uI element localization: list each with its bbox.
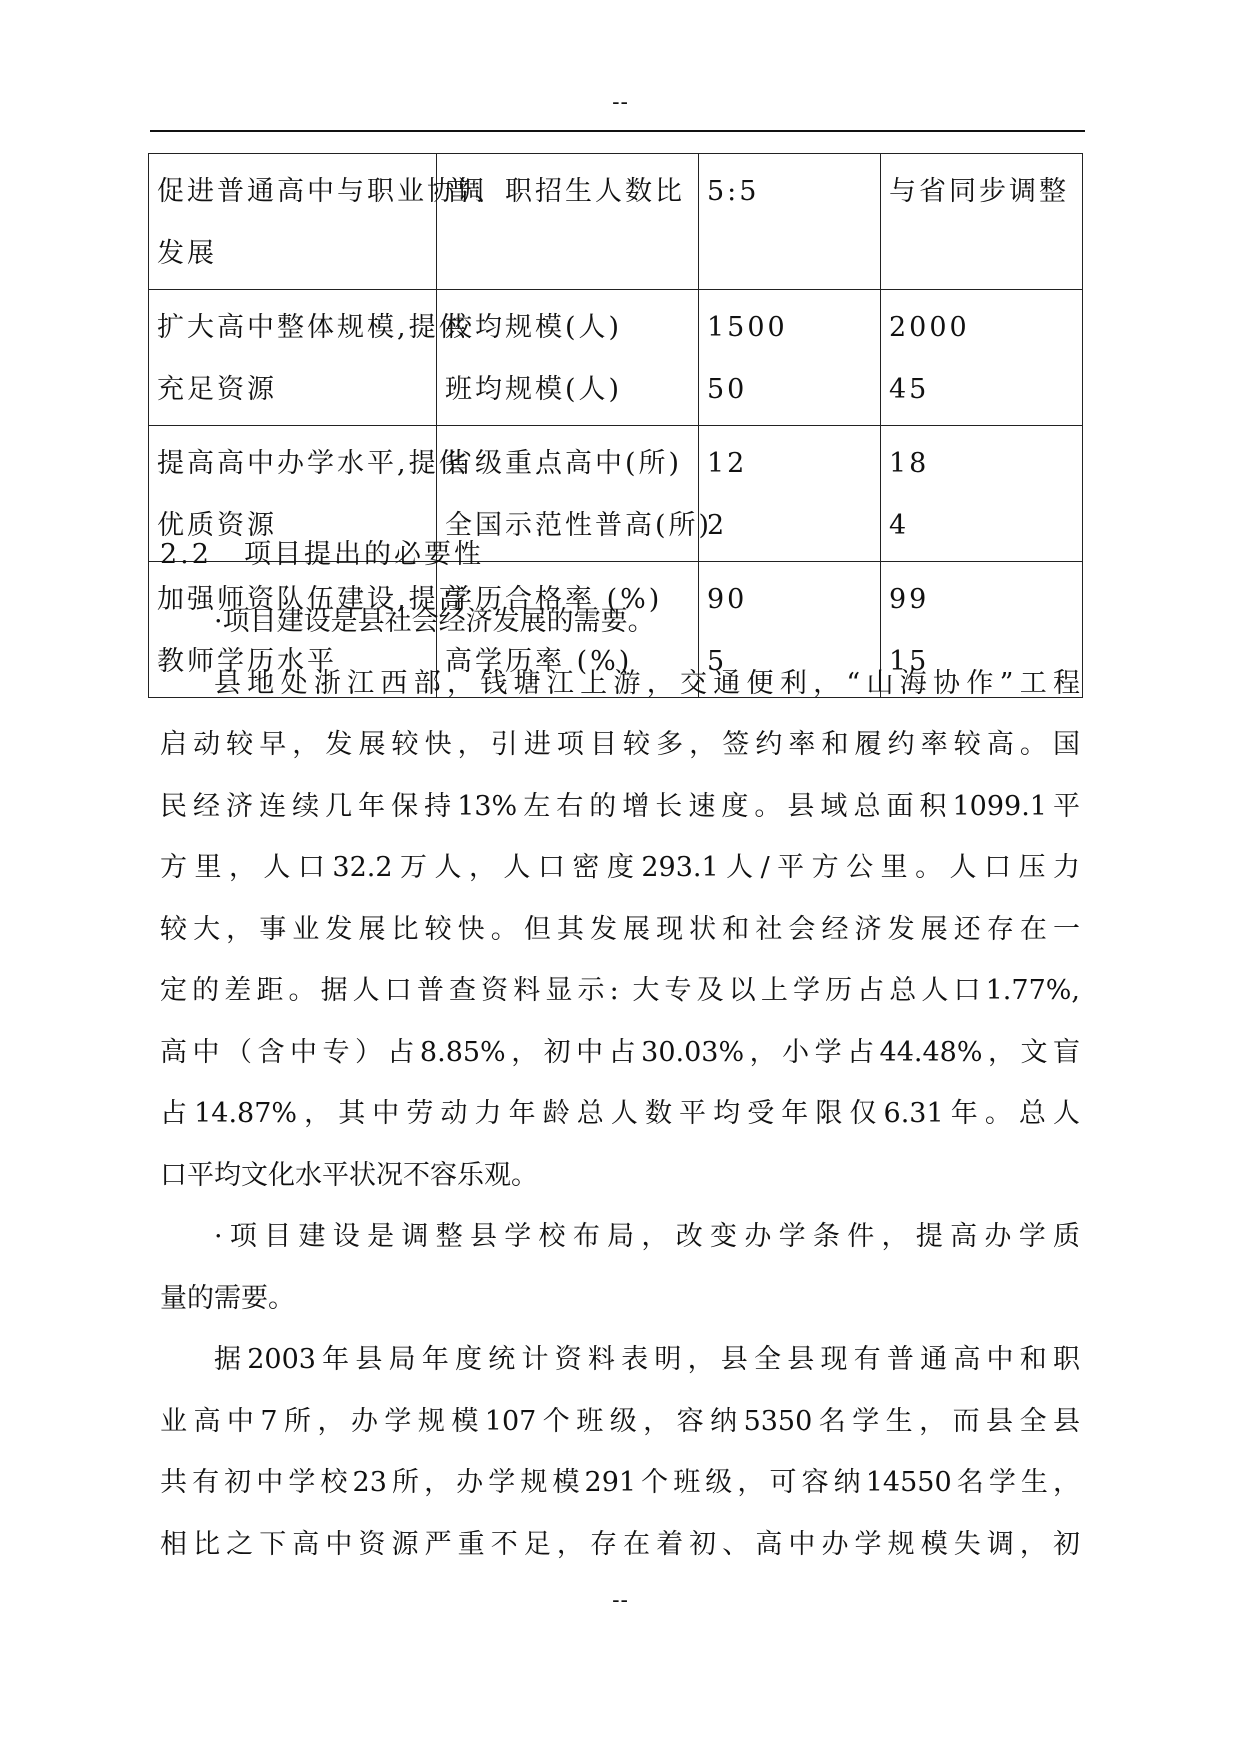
cell-line: 5:5 [707, 176, 760, 207]
cell-line: 90 [707, 584, 748, 615]
text-line: 定的差距。据人口普查资料显示: 大专及以上学历占总人口1.77%, [160, 975, 1080, 1006]
page-header-mark: -- [612, 90, 629, 115]
text-line: ·项目建设是调整县学校布局，改变办学条件，提高办学质 [214, 1221, 1080, 1252]
section-title-text: 项目提出的必要性 [244, 539, 484, 570]
cell-line: 50 [707, 373, 748, 405]
text-line: ·项目建设是县社会经济发展的需要。 [214, 606, 655, 637]
goal-cell [149, 290, 469, 426]
text-line: 民经济连续几年保持13%左右的增长速度。县域总面积1099.1平 [160, 790, 1080, 822]
cell-line: 优质资源 [157, 509, 277, 541]
body-text [160, 591, 1080, 1575]
table-row [149, 154, 1083, 290]
cell-line: 普、职招生人数比 [445, 176, 685, 207]
cell-line: 教师学历水平 [157, 645, 337, 677]
text-line: 据2003年县局年度统计资料表明，县全县现有普通高中和职 [214, 1344, 1080, 1375]
cell-line: 发展 [157, 237, 217, 269]
cell-line: 12 [707, 448, 748, 479]
cell-line: 18 [889, 448, 930, 479]
cell-line: 班均规模(人) [445, 373, 623, 405]
cell-line: 加强师资队伍建设,提高 [157, 584, 469, 615]
text-line: 占14.87%，其中劳动力年龄总人数平均受年限仅6.31年。总人 [160, 1098, 1080, 1129]
cell-line: 全国示范性普高(所) [445, 509, 713, 541]
paragraph [160, 1206, 1080, 1329]
text-line: 相比之下高中资源严重不足，存在着初、高中办学规模失调，初 [160, 1528, 1080, 1560]
text-line: 较大，事业发展比较快。但其发展现状和社会经济发展还存在一 [160, 913, 1080, 945]
cell-line: 扩大高中整体规模,提供 [157, 312, 469, 343]
cell-line: 99 [889, 584, 930, 615]
cell-line: 4 [889, 509, 910, 541]
current-value-cell [699, 154, 881, 290]
cell-line: 学历合格率 (%) [445, 584, 663, 615]
cell-line: 5 [707, 645, 728, 677]
current-value-cell [699, 426, 881, 562]
paragraph [160, 653, 1080, 1207]
text-line: 口平均文化水平状况不容乐观。 [160, 1159, 538, 1191]
goal-cell [149, 154, 487, 290]
cell-line: 1500 [707, 312, 788, 343]
cell-line: 提高高中办学水平,提供 [157, 448, 469, 479]
paragraph [160, 1329, 1080, 1575]
text-line: 方里，人口32.2万人，人口密度293.1人/平方公里。人口压力 [160, 852, 1080, 883]
text-line: 高中（含中专）占8.85%，初中占30.03%，小学占44.48%，文盲 [160, 1036, 1080, 1068]
section-number: 2.2 [160, 539, 212, 570]
cell-line: 充足资源 [157, 373, 277, 405]
paragraph [160, 591, 1080, 653]
text-line: 启动较早，发展较快，引进项目较多，签约率和履约率较高。国 [160, 729, 1080, 760]
target-value-cell [881, 426, 1083, 562]
target-value-cell [881, 154, 1083, 290]
cell-line: 与省同步调整 [889, 176, 1069, 207]
cell-line: 2 [707, 509, 728, 541]
cell-line: 校均规模(人) [445, 312, 623, 343]
cell-line: 2000 [889, 312, 970, 343]
target-value-cell [881, 290, 1083, 426]
cell-line: 45 [889, 373, 930, 405]
header-rule [150, 130, 1085, 132]
section-heading [160, 532, 484, 571]
text-line: 业高中7所，办学规模107个班级，容纳5350名学生，而县全县 [160, 1405, 1080, 1437]
cell-line: 省级重点高中(所) [445, 448, 683, 479]
indicator-cell [437, 154, 699, 290]
current-value-cell [699, 290, 881, 426]
cell-line: 15 [889, 645, 930, 677]
indicator-cell [437, 290, 699, 426]
table-row [149, 290, 1083, 426]
cell-line: 促进普通高中与职业协调 [157, 176, 487, 207]
text-line: 量的需要。 [160, 1282, 295, 1314]
page-footer-mark: -- [612, 1588, 629, 1613]
text-line: 县地处浙江西部，钱塘江上游，交通便利，“山海协作”工程 [214, 667, 1080, 699]
text-line: 共有初中学校23所，办学规模291个班级，可容纳14550名学生， [160, 1467, 1080, 1498]
cell-line: 高学历率 (%) [445, 645, 633, 677]
